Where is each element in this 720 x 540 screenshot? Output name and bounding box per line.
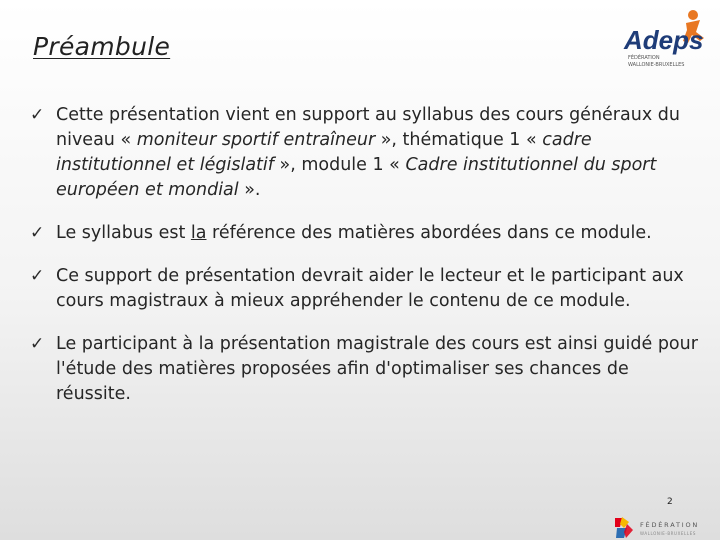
bullet-text-part: référence des matières abordées dans ce module. xyxy=(206,223,652,243)
federation-logo-text: FÉDÉRATION xyxy=(640,521,700,529)
bullet-emphasis: cadre institutionnel et législatif xyxy=(56,130,592,175)
bullet-item xyxy=(30,103,700,203)
adeps-logo xyxy=(622,6,714,72)
bullet-text-part: ». xyxy=(238,180,261,200)
federation-logo xyxy=(612,514,716,540)
bullet-list xyxy=(30,103,700,425)
bullet-emphasis: moniteur sportif entraîneur xyxy=(136,130,376,150)
check-icon: ✓ xyxy=(30,334,45,354)
bullet-item xyxy=(30,264,700,314)
bullet-text-part: Le syllabus est xyxy=(56,223,191,243)
bullet-text: Le participant à la présentation magistrale des cours est ainsi guidé pour l'étude des matières proposées afin d'optimaliser ses chances de réussite. xyxy=(56,334,698,404)
slide-title: Préambule xyxy=(33,32,171,61)
bullet-text-part: », thématique 1 « xyxy=(375,130,543,150)
bullet-item xyxy=(30,221,700,246)
federation-emblem-icon xyxy=(615,517,633,538)
check-icon: ✓ xyxy=(30,223,45,243)
adeps-logo-sub1: FÉDÉRATION xyxy=(628,55,660,61)
federation-logo-sub: WALLONIE-BRUXELLES xyxy=(640,531,696,536)
adeps-logo-text: Adeps xyxy=(624,25,704,55)
check-icon: ✓ xyxy=(30,266,45,286)
bullet-text-part: Cette présentation vient en support au syllabus des cours généraux du niveau « xyxy=(56,105,680,150)
check-icon: ✓ xyxy=(30,105,45,125)
bullet-emphasis: Cadre institutionnel du sport européen et mondial xyxy=(56,155,657,200)
bullet-underlined: la xyxy=(190,223,207,243)
bullet-text: Ce support de présentation devrait aider le lecteur et le participant aux cours magistraux à mieux appréhender le contenu de ce module. xyxy=(56,266,684,311)
adeps-logo-sub2: WALLONIE-BRUXELLES xyxy=(628,62,685,68)
bullet-item xyxy=(30,332,700,407)
page-number: 2 xyxy=(667,497,673,507)
bullet-text-part: », module 1 « xyxy=(273,155,406,175)
